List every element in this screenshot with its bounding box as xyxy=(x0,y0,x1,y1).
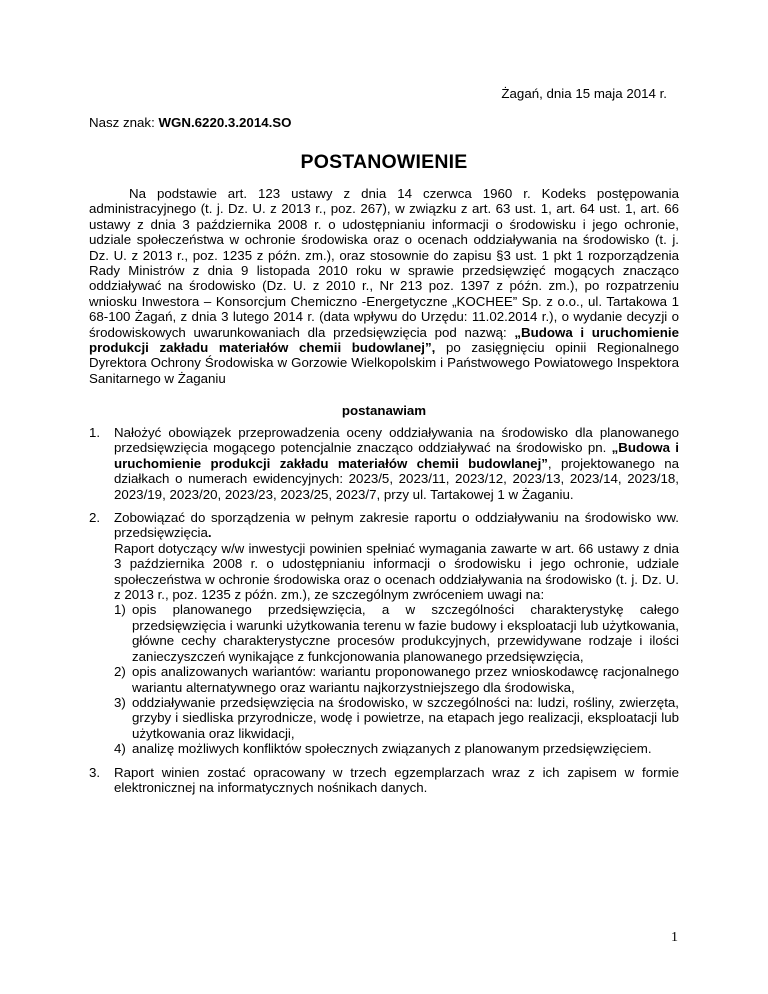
sub-item-number: 2) xyxy=(114,664,126,680)
point-1-text-b: , projektowanego na działkach o numerach ewidencyjnych: 2023/5, 2023/11, 2023/12, 2023/13, 2023/14, 2023/18, 2023/19, 2023/20, 2023/23, 2023/25, 2023/7, przy ul. Tartakowej 1 w Żaganiu. xyxy=(114,455,679,502)
reference-number-line xyxy=(89,115,292,130)
point-3-text: Raport winien zostać opracowany w trzech egzemplarzach wraz z ich zapisem w formie elektronicznej na informatycznych nośnikach danych. xyxy=(114,764,679,795)
intro-project-name: „Budowa i uruchomienie produkcji zakładu materiałów chemii budowlanej”, xyxy=(89,324,679,356)
sub-item xyxy=(114,695,679,741)
point-2-heading xyxy=(114,510,679,541)
point-number: 2. xyxy=(89,510,101,526)
decision-point-2 xyxy=(89,510,679,757)
sub-item-number: 4) xyxy=(114,741,126,757)
document-date: Żagań, dnia 15 maja 2014 r. xyxy=(501,86,667,101)
point-2-paragraph: Raport dotyczący w/w inwestycji powinien spełniać wymagania zawarte w art. 66 ustawy z dnia 3 października 2008 r. o udostępnianiu informacji o środowisku i jego ochronie, udziale społeczeństwa w ochronie środowiska oraz o ocenach oddziaływania na środowisko (t. j. Dz. U. z 2013 r., poz. 1235 z późn. zm.), ze szczególnym zwróceniem uwagi na: xyxy=(114,540,679,603)
sub-item-number: 1) xyxy=(114,602,126,618)
sub-item-text: opis analizowanych wariantów: wariantu proponowanego przez wnioskodawcę racjonalnego wariantu alternatywnego oraz wariantu najkorzystniejszego dla środowiska, xyxy=(132,664,679,695)
sub-item-number: 3) xyxy=(114,694,126,710)
sub-item-text: analizę możliwych konfliktów społecznych związanych z planowanym przedsięwzięciem. xyxy=(132,741,652,757)
point-2-sublist xyxy=(114,602,679,756)
sub-item xyxy=(114,741,679,756)
reference-label: Nasz znak: xyxy=(89,115,159,130)
point-1-project-name: „Budowa i uruchomienie produkcji zakładu materiałów chemii budowlanej” xyxy=(114,440,679,471)
point-number: 1. xyxy=(89,425,101,440)
decision-point-3 xyxy=(89,765,679,796)
decision-word: postanawiam xyxy=(341,403,427,418)
reference-number: WGN.6220.3.2014.SO xyxy=(158,115,292,130)
intro-paragraph xyxy=(89,186,679,386)
intro-text-part1: Na podstawie art. 123 ustawy z dnia 14 czerwca 1960 r. Kodeks postępowania administracyjnego (t. j. Dz. U. z 2013 r., poz. 267), w związku z art. 63 ust. 1, art. 64 ust. 1, art. 66 ustawy z dnia 3 października 2008 r. o udostępnianiu informacji o środowisku i jego ochronie, udziale społeczeństwa w ochronie środowiska oraz o ocenach oddziaływania na środowisko (t. j. Dz. U. z 2013 r., poz. 1235 z późn. zm.), oraz stosownie do zapisu §3 ust. 1 pkt 1 rozporządzenia Rady Ministrów z dnia 9 listopada 2010 roku w sprawie przedsięwzięć mogących znacząco oddziaływać na środowisko (Dz. U. z 2010 r., Nr 213 poz. 1397 z późn. zm.), po rozpatrzeniu wniosku Inwestora – Konsorcjum Chemiczno -Energetyczne „KOCHEE” Sp. z o.o., ul. Tartakowa 1 68-100 Żagań, z dnia 3 lutego 2014 r. (data wpływu do Urzędu: 11.02.2014 r.), o wydanie decyzji o środowiskowych uwarunkowaniach dla przedsięwzięcia pod nazwą: xyxy=(89,186,679,340)
point-1-text-a: Nałożyć obowiązek przeprowadzenia oceny oddziaływania na środowisko dla planowanego przedsięwzięcia mogącego potencjalnie znacząco oddziaływać na środowisko pn. xyxy=(114,425,679,456)
sub-item xyxy=(114,602,679,664)
sub-item-text: oddziaływanie przedsięwzięcia na środowisko, w szczególności na: ludzi, rośliny, zwierzęta, grzyby i siedliska przyrodnicze, wodę i powietrze, na etapach jego realizacji, eksploatacji lub użytkowania oraz likwidacji, xyxy=(132,694,679,741)
sub-item xyxy=(114,664,679,695)
decision-point-1 xyxy=(89,425,679,502)
point-2-line1: Zobowiązać do sporządzenia w pełnym zakresie raportu o oddziaływaniu na środowisko ww. przedsięwzięcia xyxy=(114,510,679,541)
decision-points-list xyxy=(89,425,679,803)
point-2-line1-end: . xyxy=(207,525,212,541)
sub-item-text: opis planowanego przedsięwzięcia, a w szczególności charakterystykę całego przedsięwzięcia i warunki użytkowania terenu w fazie budowy i eksploatacji lub użytkowania, główne cechy charakterystyczne procesów produkcyjnych, przewidywane rodzaje i ilości zanieczyszczeń wynikające z funkcjonowania planowanego przedsięwzięcia, xyxy=(132,602,679,664)
page-number: 1 xyxy=(671,930,678,945)
point-number: 3. xyxy=(89,764,101,780)
document-title: POSTANOWIENIE xyxy=(300,151,468,173)
intro-text-part2: po zasięgnięciu opinii Regionalnego Dyrektora Ochrony Środowiska w Gorzowie Wielkopolskim i Państwowego Powiatowego Inspektora Sanitarnego w Żaganiu xyxy=(89,340,679,386)
